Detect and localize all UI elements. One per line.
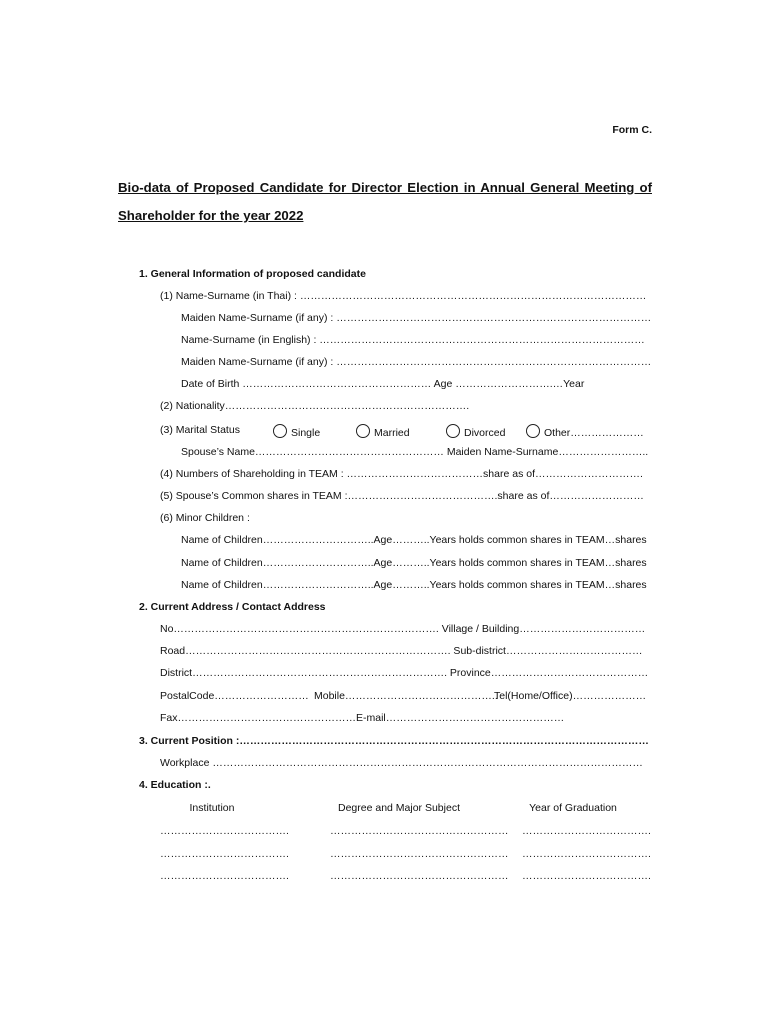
english-name-field[interactable]: Name-Surname (in English) : ………………………………………………………………………………… — [181, 334, 645, 346]
maiden-name-english-field[interactable]: Maiden Name-Surname (if any) : ……………………………………………………………………………… — [181, 356, 652, 368]
single-radio-icon[interactable] — [273, 424, 287, 438]
workplace-field[interactable]: Workplace …………………………………………………………………………………………………………… — [160, 757, 643, 769]
document-title-line1: Bio-data of Proposed Candidate for Director Election in Annual General Meeting of — [118, 180, 652, 195]
address-no-village-field[interactable]: No…………………………………………………………………. Village / Building……………………………… — [160, 623, 646, 635]
address-district-province-field[interactable]: District………………………………………………………………. Province……………………………………… — [160, 667, 649, 679]
thai-name-field[interactable]: (1) Name-Surname (in Thai) : ……………………………………………………………………………………… — [160, 290, 647, 302]
married-radio-icon[interactable] — [356, 424, 370, 438]
mobile-field[interactable]: Mobile…………………………………….. — [314, 690, 498, 702]
other-label: Other………………… — [544, 427, 644, 439]
education-r3-year[interactable]: ………………………………. — [522, 870, 651, 882]
education-col-year: Year of Graduation — [529, 802, 617, 814]
education-r1-institution[interactable]: ………………………………. — [160, 825, 289, 837]
marital-status-label: (3) Marital Status — [160, 424, 240, 436]
document-title-line2: Shareholder for the year 2022 — [118, 208, 304, 223]
marital-other-option[interactable] — [526, 424, 644, 439]
spouse-name-field[interactable]: Spouse’s Name……………………………………………… Maiden Name-Surname…………………….. — [181, 446, 649, 458]
section4-heading: 4. Education :. — [139, 779, 211, 791]
fax-email-field[interactable]: Fax……………………………………………E-mail…………………………………………… — [160, 712, 565, 724]
marital-divorced-option[interactable] — [446, 424, 505, 439]
single-label: Single — [291, 427, 321, 439]
maiden-name-thai-field[interactable]: Maiden Name-Surname (if any) : ……………………………………………………………………………… — [181, 312, 652, 324]
child-row-1[interactable]: Name of Children…………………………..Age………..Years holds common shares in TEAM…shares — [181, 534, 647, 546]
education-r2-institution[interactable]: ………………………………. — [160, 848, 289, 860]
education-col-degree: Degree and Major Subject — [338, 802, 460, 814]
education-r3-degree[interactable]: …………………………………………… — [330, 870, 509, 882]
section1-heading: 1. General Information of proposed candidate — [139, 268, 366, 280]
birthdate-age-field[interactable]: Date of Birth ……………………………………………… Age ……………………….…Year — [181, 378, 585, 390]
minor-children-label: (6) Minor Children : — [160, 512, 250, 524]
form-label: Form C. — [612, 124, 652, 136]
marital-single-option[interactable] — [273, 424, 320, 439]
education-r2-degree[interactable]: …………………………………………… — [330, 848, 509, 860]
education-r2-year[interactable]: ………………………………. — [522, 848, 651, 860]
education-r1-year[interactable]: ………………………………. — [522, 825, 651, 837]
child-row-3[interactable]: Name of Children…………………………..Age………..Years holds common shares in TEAM…shares — [181, 579, 647, 591]
divorced-radio-icon[interactable] — [446, 424, 460, 438]
other-radio-icon[interactable] — [526, 424, 540, 438]
education-r3-institution[interactable]: ………………………………. — [160, 870, 289, 882]
section2-heading: 2. Current Address / Contact Address — [139, 601, 326, 613]
section3-heading: 3. Current Position :……………………………………………………………………………………………………… — [139, 735, 649, 747]
child-row-2[interactable]: Name of Children…………………………..Age………..Years holds common shares in TEAM…shares — [181, 557, 647, 569]
marital-married-option[interactable] — [356, 424, 410, 439]
married-label: Married — [374, 427, 410, 439]
education-col-institution: Institution — [189, 802, 235, 814]
postal-code-field[interactable]: PostalCode……………………… — [160, 690, 309, 702]
spouse-shares-field[interactable]: (5) Spouse’s Common shares in TEAM :…………………………………….share as of……………………… — [160, 490, 644, 502]
shareholding-field[interactable]: (4) Numbers of Shareholding in TEAM : …………………………………share as of…………………………. — [160, 468, 643, 480]
address-road-subdistrict-field[interactable]: Road…………………………………………………………………. Sub-district………………………………… — [160, 645, 643, 657]
divorced-label: Divorced — [464, 427, 506, 439]
tel-field[interactable]: Tel(Home/Office)………………… — [494, 690, 647, 702]
nationality-field[interactable]: (2) Nationality……………………………………………………………. — [160, 400, 470, 412]
education-r1-degree[interactable]: …………………………………………… — [330, 825, 509, 837]
